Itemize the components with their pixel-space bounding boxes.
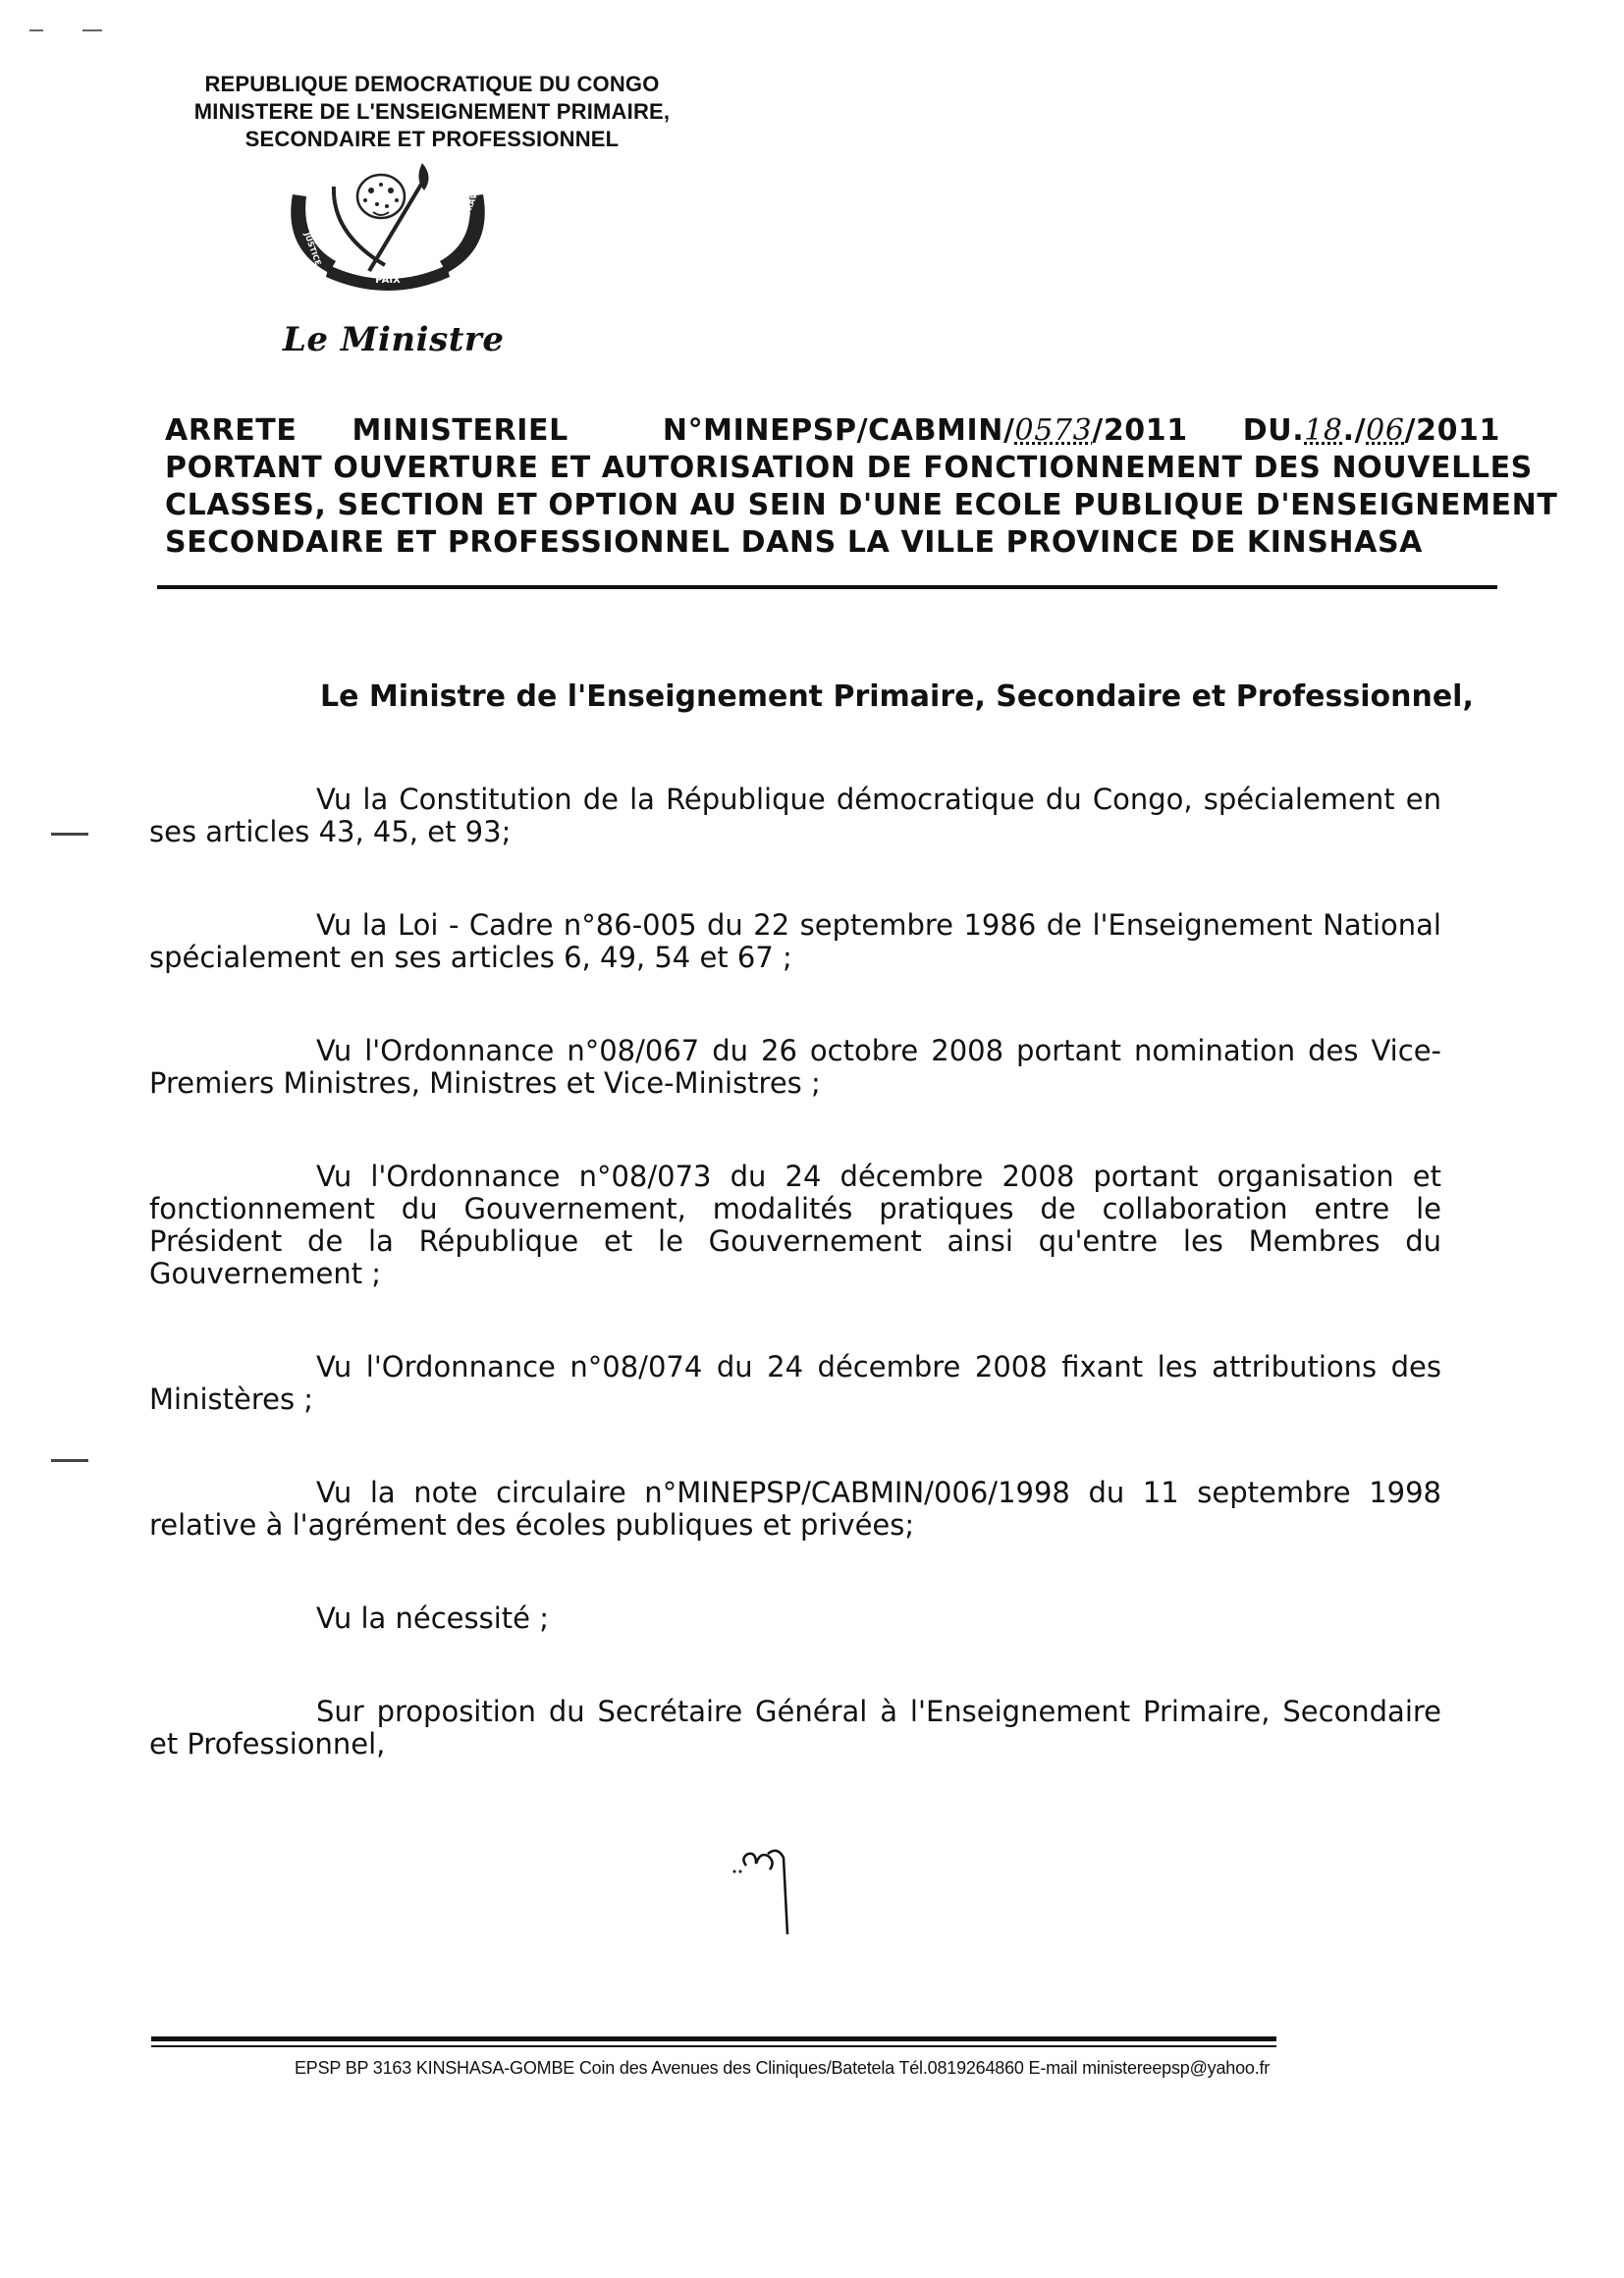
decree-ref-number: 0573 [1014, 413, 1093, 448]
decree-reference-row [165, 412, 1500, 450]
handwritten-initials-mark [727, 1836, 815, 1944]
decree-title [165, 412, 1558, 562]
title-underline [157, 585, 1497, 589]
decree-reference [663, 412, 1188, 450]
decree-date-suffix: /2011 [1404, 413, 1500, 448]
footer-contact: EPSP BP 3163 KINSHASA-GOMBE Coin des Avenues des Cliniques/Batetela Tél.0819264860 E-mail ministereepsp@yahoo.fr [295, 2058, 1271, 2078]
preamble-paragraph: Vu l'Ordonnance n°08/067 du 26 octobre 2008 portant nomination des Vice-Premiers Ministres, Ministres et Vice-Ministres ; [149, 1034, 1441, 1100]
preamble-paragraph: Vu la Loi - Cadre n°86-005 du 22 septembre 1986 de l'Enseignement National spécialement en ses articles 6, 49, 54 et 67 ; [149, 908, 1441, 974]
scan-speck [82, 29, 102, 31]
letterhead-ministry-cont: SECONDAIRE ET PROFESSIONNEL [244, 127, 620, 151]
emblem-motto-right: TRAVAIL [462, 179, 484, 217]
coat-of-arms-emblem [275, 155, 501, 302]
preamble-paragraph: Vu l'Ordonnance n°08/073 du 24 décembre 2008 portant organisation et fonctionnement du Gouvernement, modalités pratiques de collaboration entre le Président de la République et le Gouvernement ainsi qu'entre les Membres du Gouvernement ; [149, 1160, 1441, 1290]
signatory-title: Le Ministre [283, 320, 505, 359]
margin-mark [51, 833, 88, 836]
decree-date-prefix: DU. [1242, 413, 1305, 448]
footer-rule-thin [151, 2045, 1276, 2047]
letterhead [157, 71, 707, 153]
margin-mark [51, 1459, 88, 1462]
decree-date-day: 18 [1304, 413, 1343, 448]
emblem-motto-left: JUSTICE [302, 231, 323, 267]
decree-date-sep: ./ [1342, 413, 1367, 448]
decree-ref-suffix: /2011 [1092, 413, 1188, 448]
letterhead-ministry: MINISTERE DE L'ENSEIGNEMENT PRIMAIRE, [193, 99, 671, 124]
decree-subject-line1: PORTANT OUVERTURE ET AUTORISATION DE FONCTIONNEMENT DES NOUVELLES [165, 451, 1533, 485]
scan-speck [29, 29, 43, 31]
decree-subject-line2: CLASSES, SECTION ET OPTION AU SEIN D'UNE ECOLE PUBLIQUE D'ENSEIGNEMENT [165, 488, 1558, 522]
preamble-heading: Le Ministre de l'Enseignement Primaire, Secondaire et Professionnel, [320, 679, 1474, 714]
preamble-paragraph: Sur proposition du Secrétaire Général à l'Enseignement Primaire, Secondaire et Professionnel, [149, 1695, 1441, 1761]
decree-type-word1: ARRETE [165, 413, 298, 448]
footer-rule-thick [151, 2036, 1276, 2041]
decree-ref-prefix: N°MINEPSP/CABMIN/ [662, 413, 1015, 448]
emblem-motto-center: PAIX [375, 275, 401, 286]
decree-type-word2: MINISTERIEL [352, 413, 568, 448]
letterhead-country: REPUBLIQUE DEMOCRATIQUE DU CONGO [204, 72, 660, 96]
decree-date-month: 06 [1366, 413, 1405, 448]
preamble-paragraph: Vu la nécessité ; [316, 1601, 549, 1635]
preamble-paragraph: Vu l'Ordonnance n°08/074 du 24 décembre 2008 fixant les attributions des Ministères ; [149, 1350, 1441, 1416]
preamble-body [149, 784, 1441, 1821]
preamble-paragraph: Vu la Constitution de la République démocratique du Congo, spécialement en ses articles 43, 45, et 93; [149, 783, 1441, 848]
decree-date [1243, 412, 1500, 450]
decree-subject-line3: SECONDAIRE ET PROFESSIONNEL DANS LA VILLE PROVINCE DE KINSHASA [165, 525, 1423, 560]
preamble-paragraph: Vu la note circulaire n°MINEPSP/CABMIN/006/1998 du 11 septembre 1998 relative à l'agrément des écoles publiques et privées; [149, 1476, 1441, 1542]
